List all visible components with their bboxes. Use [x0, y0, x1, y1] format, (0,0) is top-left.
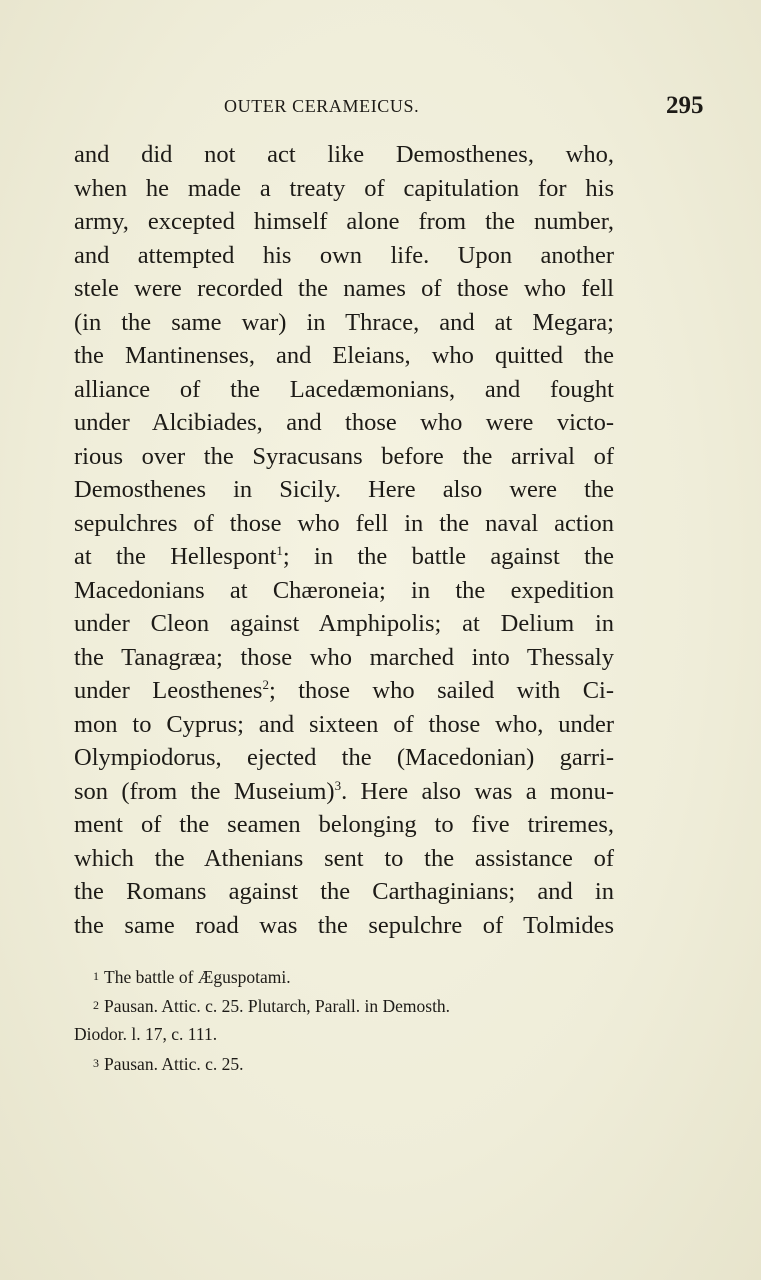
footnote-text: Pausan. Attic. c. 25. Plutarch, Parall. in Demosth. — [104, 996, 451, 1016]
text-line: mon to Cyprus; and sixteen of those who, under — [74, 710, 614, 738]
text-line: under Cleon against Amphipolis; at Delium in — [74, 610, 614, 637]
line-text: . Here also was a monu- — [341, 777, 615, 805]
footnote-ref: 3 — [334, 777, 342, 793]
text-line: the Tanagræa; those who marched into Thessaly — [74, 643, 614, 671]
text-line — [74, 540, 614, 574]
text-line: the Romans against the Carthaginians; and in — [74, 878, 614, 905]
footnote-ref: 1 — [276, 542, 283, 558]
text-line: army, excepted himself alone from the number, — [74, 208, 614, 235]
footnotes — [74, 962, 614, 1078]
footnote-marker: 2 — [93, 998, 99, 1012]
line-text: at the Hellespont — [74, 543, 277, 570]
text-line: the same road was the sepulchre of Tolmides — [74, 911, 614, 939]
page-header — [0, 94, 761, 124]
text-line: (in the same war) in Thrace, and at Megara; — [74, 308, 614, 336]
footnote-text: The battle of Æguspotami. — [104, 967, 291, 987]
footnote-marker: 3 — [93, 1056, 99, 1070]
footnote-text: Pausan. Attic. c. 25. — [104, 1054, 244, 1074]
text-line — [74, 775, 614, 809]
footnote — [74, 962, 614, 991]
text-line: Macedonians at Chæroneia; in the expedition — [74, 576, 614, 604]
footnote-continuation — [74, 1020, 614, 1049]
text-line: stele were recorded the names of those who fell — [74, 275, 614, 302]
footnote — [74, 991, 614, 1020]
line-text: under Leosthenes — [74, 677, 263, 704]
line-text: ; those who sailed with Ci- — [268, 677, 614, 704]
text-line: Demosthenes in Sicily. Here also were the — [74, 476, 614, 503]
text-line: ment of the seamen belonging to five triremes, — [74, 811, 614, 838]
text-line: alliance of the Lacedæmonians, and fought — [74, 375, 614, 403]
text-line: and did not act like Demosthenes, who, — [74, 141, 614, 168]
footnote-text: Diodor. l. 17, c. 111. — [74, 1024, 218, 1044]
page-number: 295 — [666, 92, 704, 119]
text-line: and attempted his own life. Upon another — [74, 241, 614, 269]
text-line: which the Athenians sent to the assistance of — [74, 844, 614, 872]
text-line: rious over the Syracusans before the arrival of — [74, 442, 614, 470]
footnote-marker: 1 — [93, 969, 99, 983]
running-title: OUTER CERAMEICUS. — [224, 96, 420, 116]
footnote-ref: 2 — [262, 676, 269, 692]
text-line: Olympiodorus, ejected the (Macedonian) garri- — [74, 744, 614, 771]
line-text: ; in the battle against the — [282, 543, 614, 570]
text-line: the Mantinenses, and Eleians, who quitted the — [74, 342, 614, 369]
line-text: son (from the Museium) — [74, 777, 335, 805]
text-line: sepulchres of those who fell in the naval action — [74, 509, 614, 537]
footnote — [74, 1049, 614, 1078]
body-text — [74, 138, 614, 942]
text-line — [74, 674, 614, 708]
text-line: under Alcibiades, and those who were victo- — [74, 409, 614, 436]
text-line: when he made a treaty of capitulation for his — [74, 174, 614, 202]
